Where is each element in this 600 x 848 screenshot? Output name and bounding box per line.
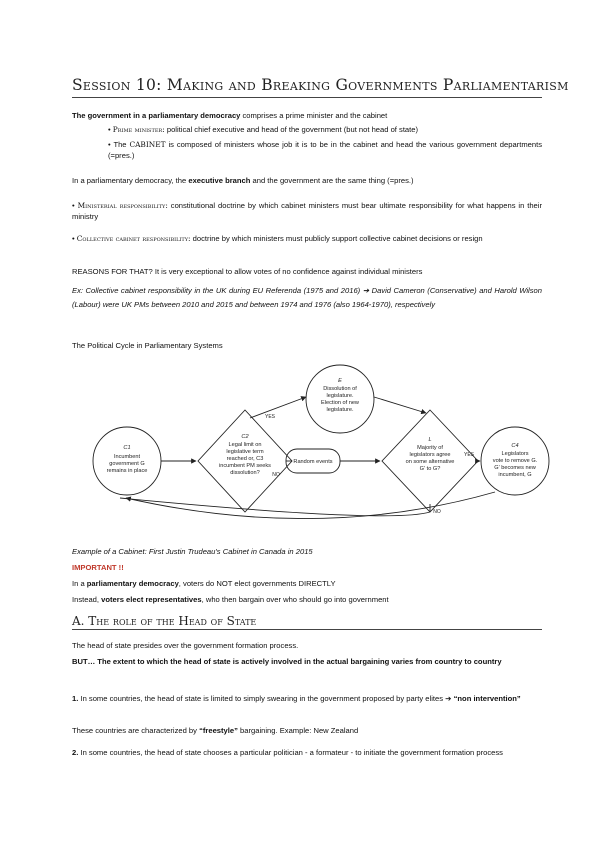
ministerial-label: Ministerial responsibility:	[77, 201, 168, 210]
freestyle-post: bargaining. Example: New Zealand	[237, 726, 359, 735]
head-of-state-but: BUT… The extent to which the head of state is actively involved in the actual bargaining varies from country to country	[72, 657, 502, 666]
l-line2: legislators agree	[409, 452, 451, 458]
e-line3: Election of new	[321, 400, 359, 406]
imp2-post: , who then bargain over who should go into government	[201, 595, 389, 604]
diagram-caption: The Political Cycle in Parliamentary Systems	[72, 341, 223, 350]
e-line2: legislature.	[326, 393, 354, 399]
cabinet-text: is composed of ministers whose job it is to be in the cabinet and head the various government departments (=pres.)	[108, 140, 543, 160]
point-1	[72, 692, 542, 706]
l-line4: G' to G?	[419, 466, 441, 472]
yes-label-1: YES	[264, 414, 276, 420]
c4-label: C4	[511, 443, 519, 449]
collective-responsibility: • Collective cabinet responsibility: doctrine by which ministers must publicly support collective cabinet decisions or resign	[72, 234, 483, 243]
imp1-pre: In a	[72, 579, 87, 588]
collective-label: Collective cabinet responsibility:	[76, 234, 191, 243]
page-title: Session 10: Making and Breaking Governments Parliamentarism	[72, 76, 542, 98]
cabinet-label: CABINET	[129, 140, 166, 149]
intro-bold: The government in a parliamentary democracy	[72, 111, 241, 120]
no-label-2: NO	[433, 509, 441, 515]
c4-line2: vote to remove G.	[492, 458, 538, 464]
no-label-1: NO	[272, 472, 280, 478]
c1-line1: Incumbent	[113, 454, 141, 460]
e-line1: Dissolution of	[323, 386, 357, 392]
point-2-text: In some countries, the head of state chooses a particular politician - a formateur - to initiate the government formation process	[78, 748, 503, 757]
bullet-prime-minister: • Prime minister: political chief executive and head of the government (but not head of state)	[108, 125, 419, 134]
l-line1: Majority of	[417, 445, 443, 451]
exec-bold: executive branch	[188, 176, 251, 185]
cabinet-example-caption: Example of a Cabinet: First Justin Trudeau's Cabinet in Canada in 2015	[72, 547, 313, 556]
ministerial-responsibility: • Ministerial responsibility: constitutional doctrine by which cabinet ministers must bear ultimate responsibility for what happens in their ministry	[72, 201, 542, 221]
section-a-heading: A. The role of the Head of State	[72, 614, 542, 630]
head-of-state-intro: The head of state presides over the government formation process.	[72, 641, 299, 650]
uk-example: Ex: Collective cabinet responsibility in the UK during EU Referenda (1975 and 2016) ➔ David Cameron (Conservative) and Harold Wilson (Labour) were UK PMs between 2010 and 2015 and between 1974 and 1976 (also 1964-1970), respectively	[72, 286, 542, 309]
c4-line4: incumbent, G	[498, 472, 532, 478]
important-heading: IMPORTANT !!	[72, 563, 124, 572]
c2-line2: legislative term	[226, 449, 264, 455]
l-line3: on some alternative	[405, 459, 455, 465]
exec-post: and the government are the same thing (=pres.)	[250, 176, 414, 185]
pm-label: Prime minister:	[112, 125, 165, 134]
freestyle-pre: These countries are characterized by	[72, 726, 200, 735]
important-line-2	[72, 594, 542, 605]
c2-line3: reached or, C3	[226, 456, 264, 462]
important-line-1	[72, 578, 542, 589]
point-2	[72, 746, 542, 760]
c2-line1: Legal limit on	[228, 442, 262, 448]
intro-paragraph	[72, 110, 542, 121]
c4-line1: Legislators	[501, 451, 529, 457]
political-cycle-diagram	[90, 352, 550, 532]
imp2-bold: voters elect representatives	[101, 595, 202, 604]
random-events-label: Random events	[293, 459, 333, 465]
ministerial-text: constitutional doctrine by which cabinet ministers must bear ultimate responsibility for what happens in their ministry	[72, 201, 542, 221]
collective-text: doctrine by which ministers must publicly support collective cabinet decisions or resign	[190, 234, 483, 243]
l-label: L	[428, 437, 432, 443]
freestyle-bold: “freestyle”	[199, 726, 238, 735]
point-1-text: In some countries, the head of state is limited to simply swearing in the government proposed by party elites ➔	[78, 694, 454, 703]
e-line4: legislature.	[326, 407, 354, 413]
freestyle-line	[72, 725, 542, 736]
reasons-line: REASONS FOR THAT? It is very exceptional to allow votes of no confidence against individual ministers	[72, 267, 423, 276]
c4-line3: G' becomes new	[494, 465, 536, 471]
intro-rest: comprises a prime minister and the cabinet	[240, 111, 388, 120]
c2-label: C2	[241, 434, 249, 440]
point-2-number: 2.	[72, 748, 79, 757]
node-e-circle	[306, 365, 374, 433]
c1-label: C1	[123, 445, 131, 451]
yes-label-2: YES	[463, 452, 475, 458]
imp2-pre: Instead,	[72, 595, 102, 604]
bullet-cabinet: • The CABINET is composed of ministers whose job it is to be in the cabinet and head the various government departments (=pres.)	[108, 140, 543, 160]
e-label: E	[338, 378, 342, 384]
c2-line5: dissolution?	[230, 470, 260, 476]
executive-paragraph	[72, 175, 542, 186]
c1-line2: government G	[109, 461, 145, 467]
point-1-bold: “non intervention”	[453, 694, 521, 703]
exec-pre: In a parliamentary democracy, the	[72, 176, 189, 185]
imp1-bold: parliamentary democracy	[86, 579, 179, 588]
point-1-number: 1.	[72, 694, 79, 703]
c2-line4: incumbent PM seeks	[219, 463, 271, 469]
pm-text: political chief executive and head of the government (but not head of state)	[164, 125, 419, 134]
c1-line3: remains in place	[106, 468, 148, 474]
imp1-post: , voters do NOT elect governments DIRECTLY	[178, 579, 336, 588]
cabinet-pre: The	[113, 140, 130, 149]
